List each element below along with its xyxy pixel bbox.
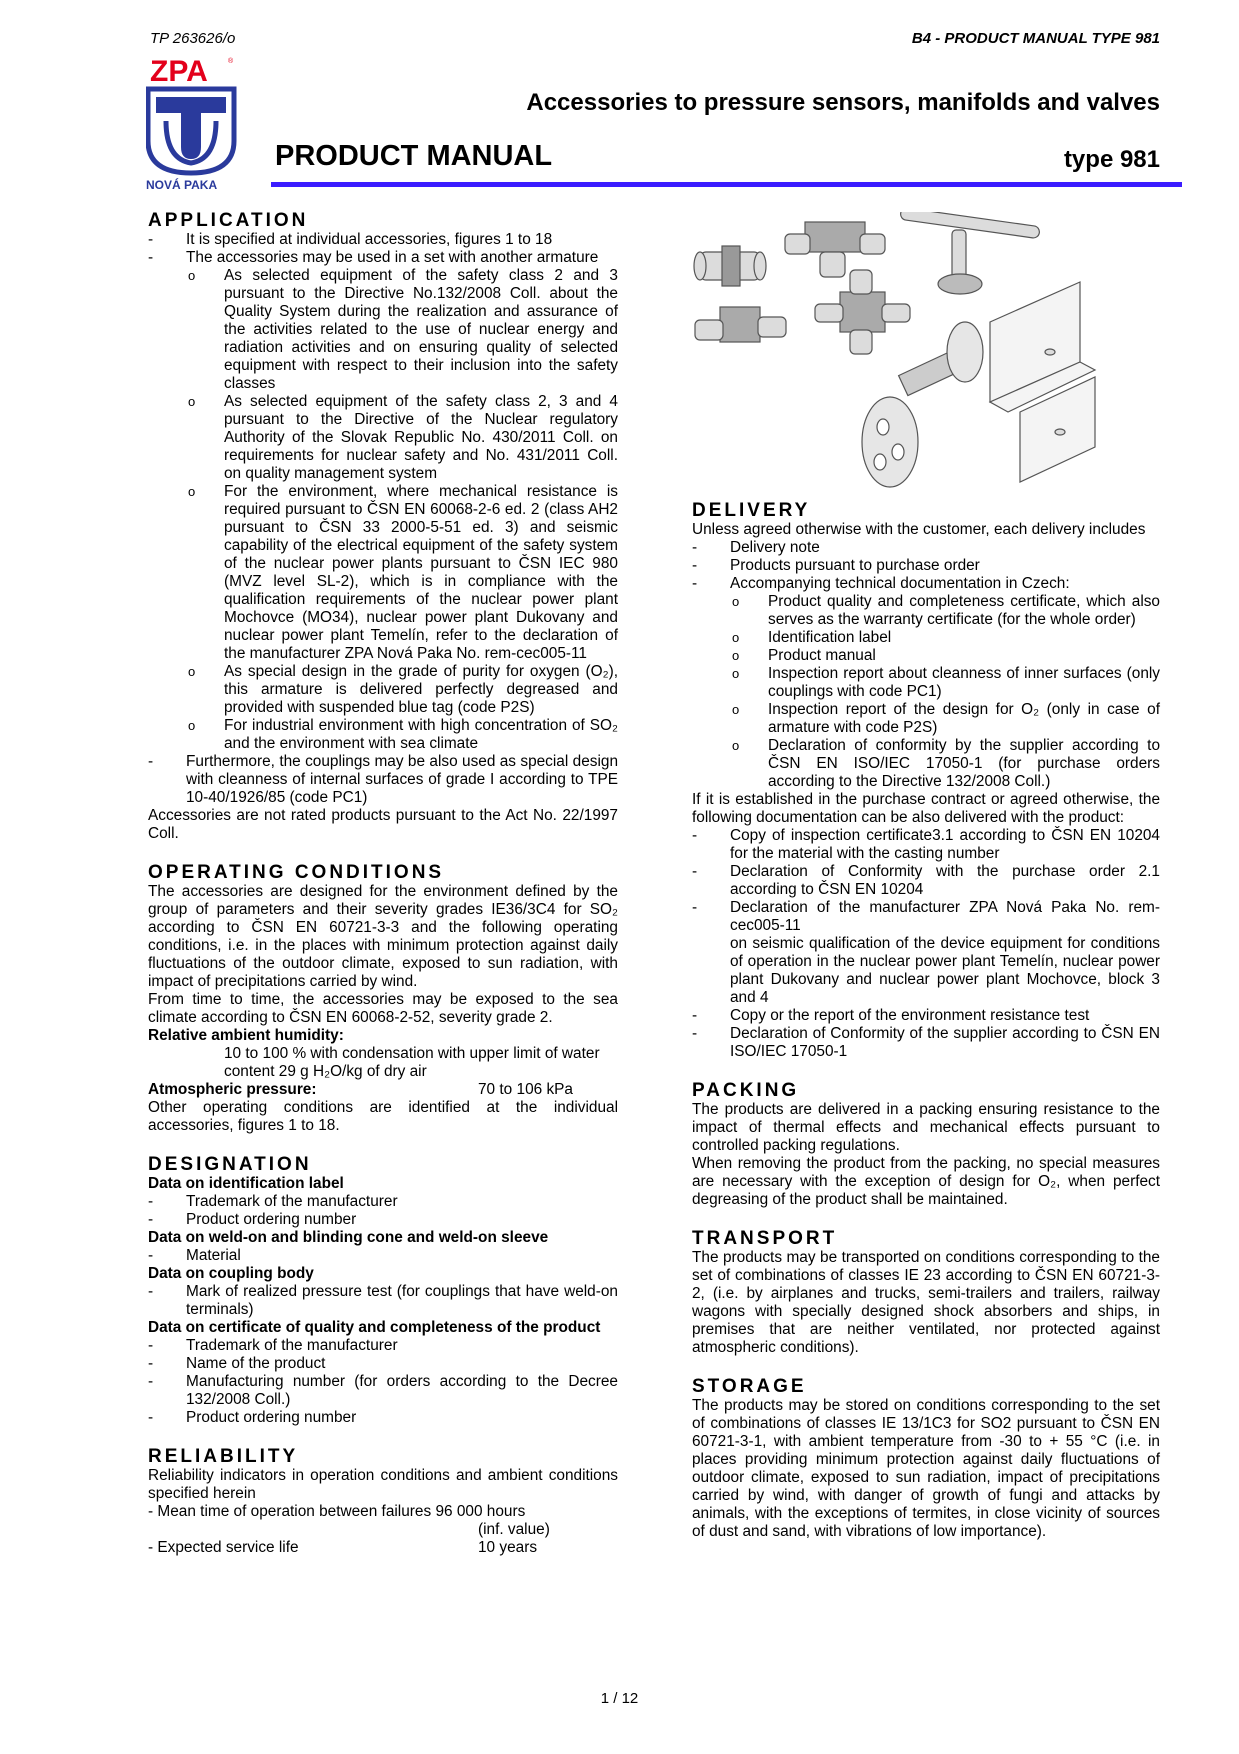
list-item: o For the environment, where mechanical resistance is required pursuant to ČSN EN 60068-2-6 ed. 2 (class AH2 pursuant to ČSN 33 2000-5-51 ed. 3) and seismic capability of the electrical equipment of the safety system of the nuclear power plants pursuant to ČSN IEC 980 (MVZ level SL-2), which is in compliance with the qualification requirements of the nuclear power plant Mochovce (MO34), nuclear power plant Dukovany and nuclear power plant Temelín, refer to the declaration of the manufacturer ZPA Nová Paka No. rem-cec005-11 [148,483,618,663]
designation-heading: DESIGNATION [148,1154,312,1175]
storage-heading: STORAGE [692,1376,807,1397]
pressure-label: Atmospheric pressure: [148,1081,317,1098]
list-item: - Name of the product [148,1355,618,1373]
list-item: o Inspection report about cleanness of inner surfaces (only couplings with code PC1) [692,665,1160,701]
delivery-extra-intro: If it is established in the purchase contract or agreed otherwise, the following documentation can be also delivered with the product: [692,791,1160,826]
delivery-heading: DELIVERY [692,500,811,521]
designation-group-title: Data on identification label [148,1175,344,1192]
list-item: - The accessories may be used in a set with another armature [148,249,618,267]
humidity-label: Relative ambient humidity: [148,1027,344,1044]
transport-paragraph: The products may be transported on conditions corresponding to the set of combinations of classes IE 23 according to ČSN EN 60721-3-2, (i.e. by airplanes and trucks, semi-trailers and trailers, railway wagons with specially designed shock absorbers and ships, in premises that are neither ventilated, nor protected against atmospheric conditions). [692,1249,1160,1356]
list-item: - Copy of inspection certificate3.1 according to ČSN EN 10204 for the material with the casting number [692,827,1160,863]
list-item: o Inspection report of the design for O₂ (only in case of armature with code P2S) [692,701,1160,737]
delivery-intro: Unless agreed otherwise with the customer, each delivery includes [692,521,1146,538]
page-number: 1 / 12 [600,1690,639,1707]
list-item: o As selected equipment of the safety class 2 and 3 pursuant to the Directive No.132/2008 Coll. about the Quality System during the realization and assurance of the activities related to the use of nuclear energy and radiation activities and on ensuring quality of selected equipment with respect to their inclusion into the safety classes [148,267,618,393]
packing-section [692,1082,1160,1209]
page-title: PRODUCT MANUAL [275,140,553,172]
delivery-section [692,502,1160,1061]
list-item-text: - Declaration of the manufacturer ZPA Nová Paka No. rem-cec005-11 [730,899,1160,934]
list-item: - Accompanying technical documentation in Czech: [692,575,1160,593]
svg-text:NOVÁ PAKA: NOVÁ PAKA [146,178,218,191]
list-item: - Declaration of Conformity of the supplier according to ČSN EN ISO/IEC 17050-1 [692,1025,1160,1061]
list-item: - It is specified at individual accessories, figures 1 to 18 [148,231,618,249]
designation-section [148,1156,618,1427]
storage-section [692,1378,1160,1541]
operating-paragraph: The accessories are designed for the environment defined by the group of parameters and their severity grades IE36/3C4 for SO₂ according to ČSN EN 60721-3-3 and the following operating conditions, i.e. in the places with minimum protection against daily fluctuations of the outdoor climate, exposed to sun radiation, with impact of precipitations carried by wind. [148,883,618,990]
application-note: Accessories are not rated products pursuant to the Act No. 22/1997 Coll. [148,807,618,842]
list-item: o Identification label [692,629,1160,647]
list-item: - Trademark of the manufacturer [148,1337,618,1355]
list-item: - Products pursuant to purchase order [692,557,1160,575]
humidity-value: 10 to 100 % with condensation with upper limit of water content 29 g H₂O/kg of dry air [224,1045,600,1080]
operating-paragraph: Other operating conditions are identified at the individual accessories, figures 1 to 18. [148,1099,618,1134]
operating-conditions-section [148,864,618,1135]
seismic-note: on seismic qualification of the device equipment for conditions of operation in the nuclear power plant Temelín, nuclear power plant Dukovany and nuclear power plant Mochovce, block 3 and 4 [730,935,1160,1006]
packing-heading: PACKING [692,1080,800,1101]
mtbf-line: - Mean time of operation between failures 96 000 hours [148,1503,526,1520]
svg-text:®: ® [228,58,234,65]
list-item: o Product manual [692,647,1160,665]
product-type: type 981 [1063,146,1160,173]
list-item [692,899,1160,1007]
list-item: - Delivery note [692,539,1160,557]
packing-paragraph: When removing the product from the packing, no special measures are necessary with the exception of design for O₂, when perfect degreasing of the product shall be maintained. [692,1155,1160,1208]
list-item: - Copy or the report of the environment resistance test [692,1007,1160,1025]
transport-heading: TRANSPORT [692,1228,838,1249]
right-column [692,502,1160,1562]
document-code: TP 263626/o [150,30,236,47]
designation-group-title: Data on coupling body [148,1265,314,1282]
reliability-paragraph: Reliability indicators in operation conditions and ambient conditions specified herein [148,1467,618,1502]
designation-group-title: Data on weld-on and blinding cone and weld-on sleeve [148,1229,549,1246]
pressure-value: 70 to 106 kPa [478,1081,573,1098]
zpa-logo [146,55,238,191]
list-item: - Mark of realized pressure test (for couplings that have weld-on terminals) [148,1283,618,1319]
accessories-illustration [690,212,1140,502]
storage-paragraph: The products may be stored on conditions corresponding to the set of combinations of classes IE 13/1C3 for SO2 pursuant to ČSN EN 60721-3-1, with ambient temperature from -30 to + 55 °C (i.e. in places providing minimum protection against daily fluctuations of outdoor climate, exposed to sun radiation, impact of precipitations carried by wind, with danger of growth of fungi and attacks by animals, with the exceptions of termites, in close vicinity of sources of dust and sand, with vibrations of low importance). [692,1397,1160,1540]
document-name: B4 - PRODUCT MANUAL TYPE 981 [911,30,1160,47]
operating-paragraph: From time to time, the accessories may be exposed to the sea climate according to ČSN EN 60068-2-52, severity grade 2. [148,991,618,1026]
list-item: - Product ordering number [148,1409,618,1427]
list-item: - Material [148,1247,618,1265]
service-life-label: - Expected service life [148,1539,299,1556]
application-heading: APPLICATION [148,210,309,231]
list-item: - Product ordering number [148,1211,618,1229]
list-item: o Product quality and completeness certificate, which also serves as the warranty certificate (for the whole order) [692,593,1160,629]
list-item: o Declaration of conformity by the supplier according to ČSN EN ISO/IEC 17050-1 (for purchase orders according to the Directive 132/2008 Coll.) [692,737,1160,791]
reliability-section [148,1448,618,1557]
operating-heading: OPERATING CONDITIONS [148,862,445,883]
mtbf-note: (inf. value) [478,1521,550,1538]
svg-text:ZPA: ZPA [150,55,208,88]
list-item: - Declaration of Conformity with the purchase order 2.1 according to ČSN EN 10204 [692,863,1160,899]
packing-paragraph: The products are delivered in a packing ensuring resistance to the impact of thermal effects and mechanical effects pursuant to controlled packing regulations. [692,1101,1160,1154]
list-item: o For industrial environment with high concentration of SO₂ and the environment with sea climate [148,717,618,753]
list-item: - Manufacturing number (for orders according to the Decree 132/2008 Coll.) [148,1373,618,1409]
transport-section [692,1230,1160,1357]
reliability-heading: RELIABILITY [148,1446,299,1467]
list-item: - Furthermore, the couplings may be also used as special design with cleanness of internal surfaces of grade I according to TPE 10-40/1926/85 (code PC1) [148,753,618,807]
service-life-value: 10 years [478,1539,538,1556]
list-item: - Trademark of the manufacturer [148,1193,618,1211]
left-column [148,212,618,1578]
list-item: o As special design in the grade of purity for oxygen (O₂), this armature is delivered perfectly degreased and provided with suspended blue tag (code P2S) [148,663,618,717]
document-subtitle: Accessories to pressure sensors, manifolds and valves [526,89,1160,116]
application-section [148,212,618,843]
designation-group-title: Data on certificate of quality and completeness of the product [148,1319,601,1336]
list-item: o As selected equipment of the safety class 2, 3 and 4 pursuant to the Directive of the Nuclear regulatory Authority of the Slovak Republic No. 430/2011 Coll. on requirements for nuclear safety and No. 431/2011 Coll. on quality management system [148,393,618,483]
title-rule [271,182,1182,187]
